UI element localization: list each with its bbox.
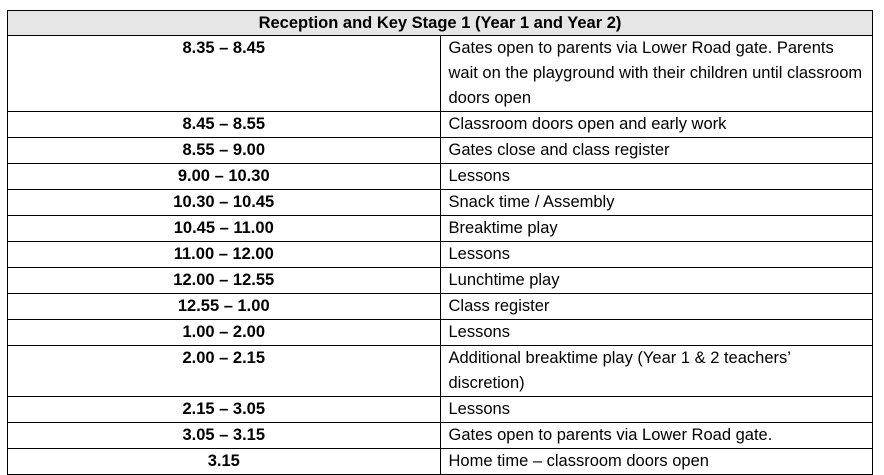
table-row (8, 268, 873, 294)
table-title: Reception and Key Stage 1 (Year 1 and Year 2) (8, 11, 873, 36)
time-cell: 12.55 – 1.00 (8, 294, 441, 320)
time-cell: 11.00 – 12.00 (8, 242, 441, 268)
time-cell: 3.15 (8, 449, 441, 475)
time-cell: 2.00 – 2.15 (8, 346, 441, 397)
activity-cell: Lessons (440, 397, 873, 423)
schedule-table-container (7, 10, 873, 475)
table-row (8, 242, 873, 268)
table-row (8, 112, 873, 138)
activity-cell: Home time – classroom doors open (440, 449, 873, 475)
activity-cell: Additional breaktime play (Year 1 & 2 teachers’ discretion) (440, 346, 873, 397)
activity-cell: Breaktime play (440, 216, 873, 242)
activity-cell: Classroom doors open and early work (440, 112, 873, 138)
activity-cell: Snack time / Assembly (440, 190, 873, 216)
table-header-row (8, 11, 873, 36)
table-row (8, 138, 873, 164)
time-cell: 12.00 – 12.55 (8, 268, 441, 294)
time-cell: 2.15 – 3.05 (8, 397, 441, 423)
table-row (8, 190, 873, 216)
table-row (8, 320, 873, 346)
table-row (8, 216, 873, 242)
table-row (8, 346, 873, 397)
time-cell: 9.00 – 10.30 (8, 164, 441, 190)
table-row (8, 36, 873, 112)
table-row (8, 294, 873, 320)
time-cell: 1.00 – 2.00 (8, 320, 441, 346)
time-cell: 10.45 – 11.00 (8, 216, 441, 242)
time-cell: 8.35 – 8.45 (8, 36, 441, 112)
table-row (8, 164, 873, 190)
activity-cell: Class register (440, 294, 873, 320)
table-row (8, 449, 873, 475)
schedule-table (7, 10, 873, 475)
activity-cell: Lessons (440, 320, 873, 346)
activity-cell: Gates open to parents via Lower Road gate. Parents wait on the playground with their children until classroom doors open (440, 36, 873, 112)
activity-cell: Lessons (440, 242, 873, 268)
time-cell: 8.55 – 9.00 (8, 138, 441, 164)
activity-cell: Lunchtime play (440, 268, 873, 294)
time-cell: 3.05 – 3.15 (8, 423, 441, 449)
activity-cell: Lessons (440, 164, 873, 190)
table-row (8, 397, 873, 423)
activity-cell: Gates open to parents via Lower Road gate. (440, 423, 873, 449)
time-cell: 10.30 – 10.45 (8, 190, 441, 216)
activity-cell: Gates close and class register (440, 138, 873, 164)
time-cell: 8.45 – 8.55 (8, 112, 441, 138)
